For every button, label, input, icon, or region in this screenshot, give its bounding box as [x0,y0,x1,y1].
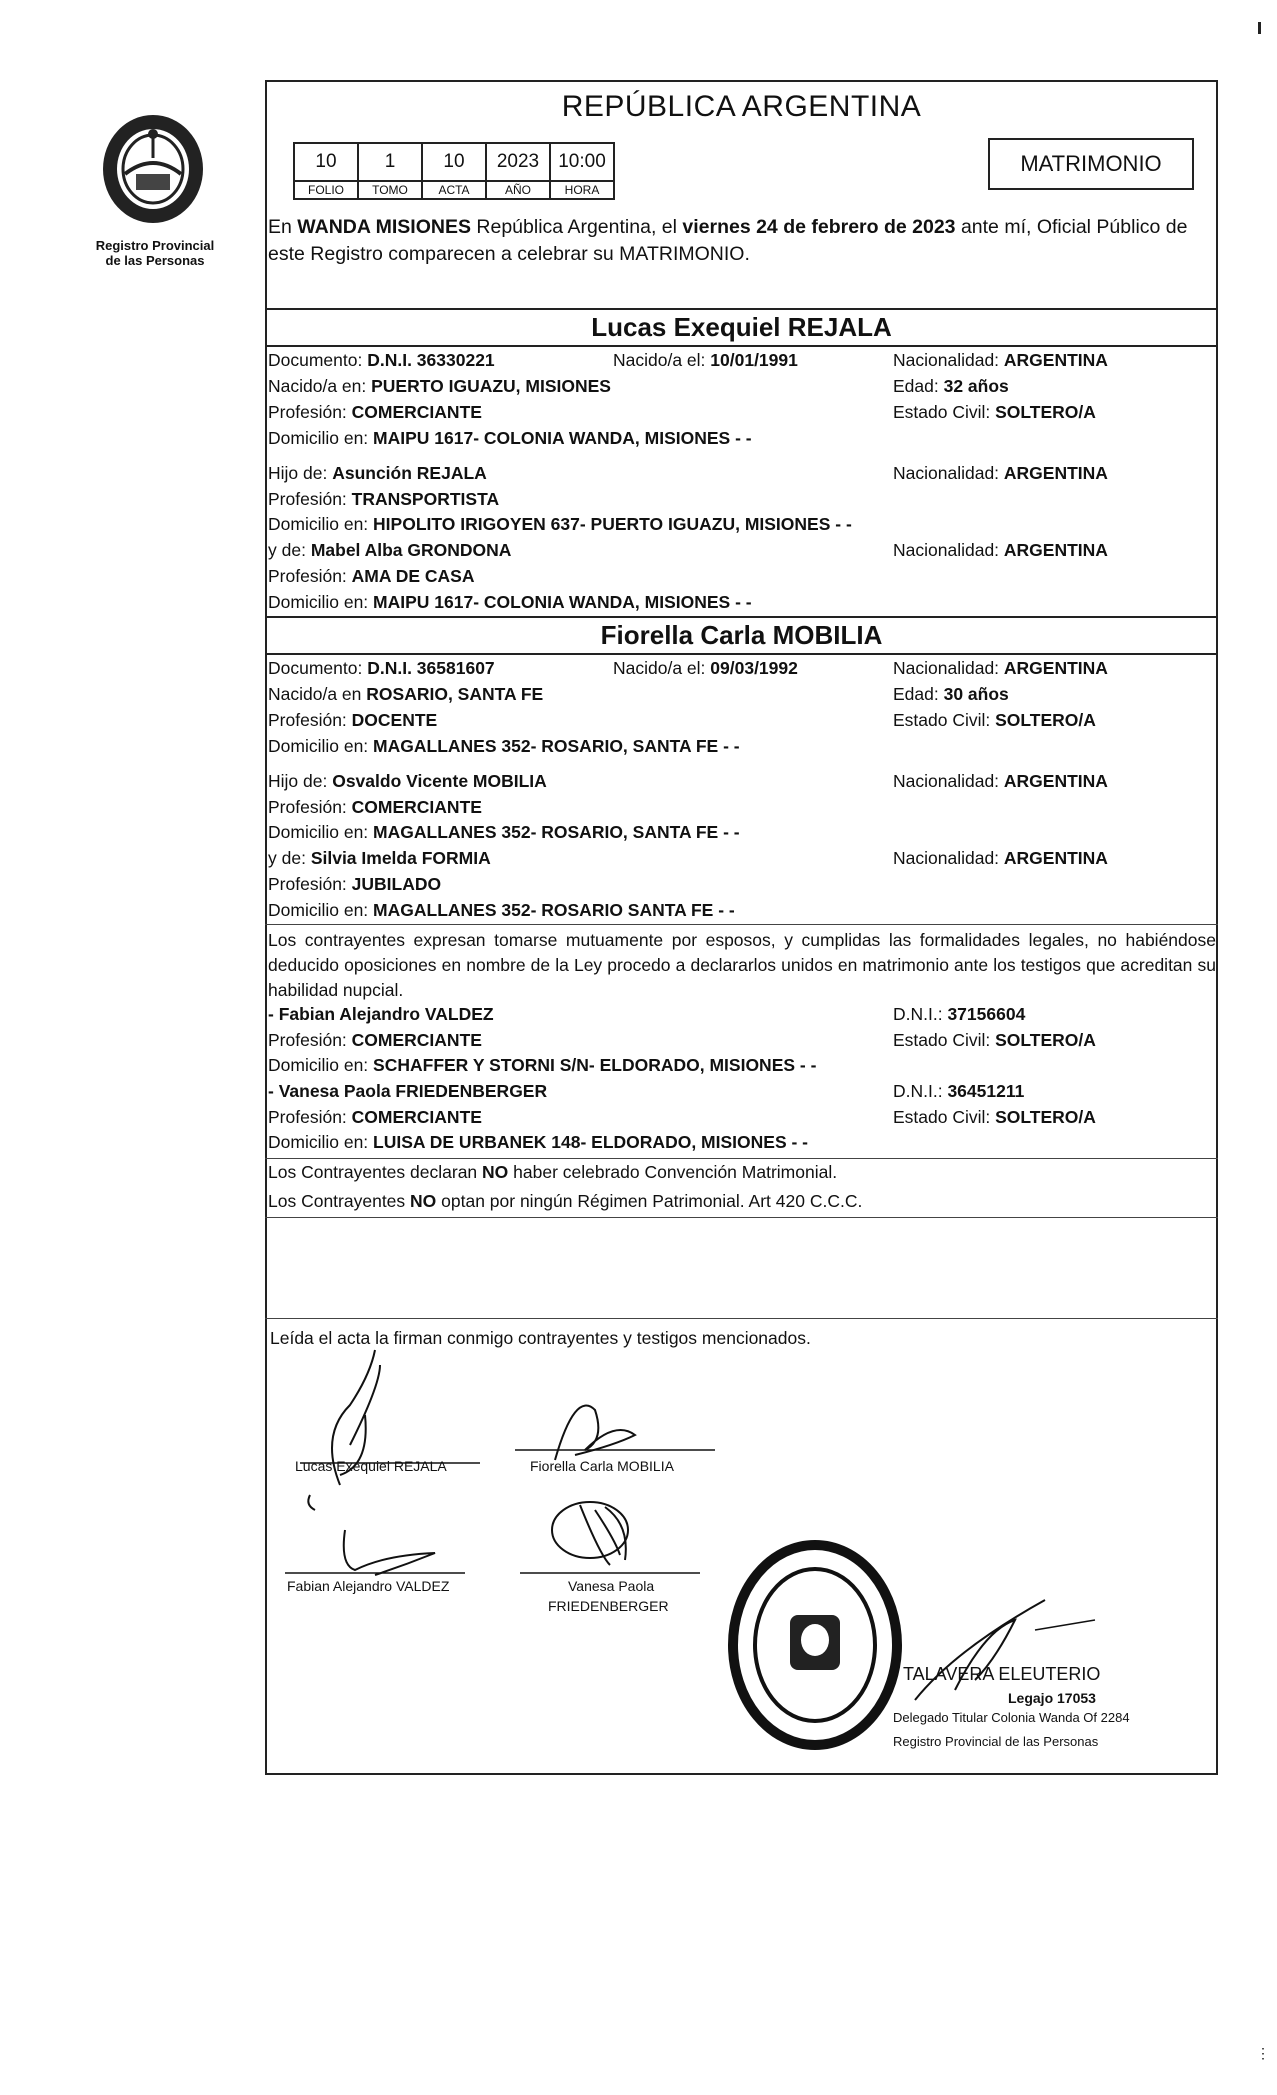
spouse2-father: Hijo de: Osvaldo Vicente MOBILIA [268,771,547,791]
spouse2-birthdate: Nacido/a el: 09/03/1992 [613,658,798,678]
spouse2-address: Domicilio en: MAGALLANES 352- ROSARIO, SANTA FE - - [268,736,740,756]
tomo-label: TOMO [358,181,422,199]
spouse1-civil-status: Estado Civil: SOLTERO/A [893,402,1096,422]
official-round-seal [728,1540,903,1750]
spouse1-father-profession: Profesión: TRANSPORTISTA [268,489,500,509]
spouse2-name: Fiorella Carla MOBILIA [600,620,883,650]
declaration-paragraph: Los contrayentes expresan tomarse mutuamente por esposos, y cumplidas las formalidades legales, no habiéndose deducido oposiciones en nombre de la Ley procedo a declararlos unidos en matrimonio ante los testigos que acreditan su habilidad nupcial. [268,930,1216,1000]
anio-value: 2023 [486,143,550,181]
provincial-coat-of-arms-seal [98,112,208,227]
acta-value: 10 [422,143,486,181]
spouse2-nationality: Nacionalidad: ARGENTINA [893,658,1108,678]
spouse1-address: Domicilio en: MAIPU 1617- COLONIA WANDA, MISIONES - - [268,428,752,448]
spouse1-age: Edad: 32 años [893,376,1009,396]
spouse2-birthplace: Nacido/a en ROSARIO, SANTA FE [268,684,544,704]
witness2-address: Domicilio en: LUISA DE URBANEK 148- ELDORADO, MISIONES - - [268,1132,808,1152]
spouse2-father-profession: Profesión: COMERCIANTE [268,797,482,817]
signature-label-witness1: Fabian Alejandro VALDEZ [287,1578,450,1594]
seal-caption [80,238,230,268]
spouse1-profession: Profesión: COMERCIANTE [268,402,482,422]
spouse1-document: Documento: D.N.I. 36330221 [268,350,495,370]
hora-label: HORA [550,181,614,199]
margin-dots: ⋮ [1256,2045,1270,2061]
witness2-profession: Profesión: COMERCIANTE [268,1107,482,1127]
registry-table [293,142,615,200]
intro-date: viernes 24 de febrero de 2023 [682,216,956,238]
witness1-dni: D.N.I.: 37156604 [893,1004,1026,1024]
spouse1-father-address: Domicilio en: HIPOLITO IRIGOYEN 637- PUERTO IGUAZU, MISIONES - - [268,514,852,534]
folio-value: 10 [294,143,358,181]
divider [265,1318,1218,1319]
signature-label-witness2-line1: Vanesa Paola [568,1578,655,1594]
divider [265,1217,1218,1218]
spouse2-mother: y de: Silvia Imelda FORMIA [268,848,491,868]
folio-label: FOLIO [294,181,358,199]
signature-label-spouse1: Lucas Exequiel REJALA [295,1458,447,1474]
official-legajo: Legajo 17053 [1008,1690,1096,1706]
seal-caption-line1: Registro Provincial [95,238,215,253]
spouse1-mother-nationality: Nacionalidad: ARGENTINA [893,540,1108,560]
official-role: Delegado Titular Colonia Wanda Of 2284 [893,1710,1130,1725]
spouse2-mother-address: Domicilio en: MAGALLANES 352- ROSARIO SANTA FE - - [268,900,735,920]
intro-place: WANDA MISIONES [297,216,471,238]
witness2-civil-status: Estado Civil: SOLTERO/A [893,1107,1096,1127]
official-name: TALAVERA ELEUTERIO [903,1664,1101,1684]
seal-caption-line2: de las Personas [105,253,205,268]
spouse1-father-nationality: Nacionalidad: ARGENTINA [893,463,1108,483]
spouse1-birthplace: Nacido/a en: PUERTO IGUAZU, MISIONES [268,376,611,396]
hora-value: 10:00 [550,143,614,181]
spouse1-nationality: Nacionalidad: ARGENTINA [893,350,1108,370]
note-convention: Los Contrayentes declaran NO haber celebrado Convención Matrimonial. [268,1162,838,1182]
spouse2-age: Edad: 30 años [893,684,1009,704]
witness2-dni: D.N.I.: 36451211 [893,1081,1025,1101]
spouse2-mother-profession: Profesión: JUBILADO [268,874,442,894]
signature-label-witness2-line2: FRIEDENBERGER [548,1598,669,1614]
spouse2-civil-status: Estado Civil: SOLTERO/A [893,710,1096,730]
signature-label-spouse2: Fiorella Carla MOBILIA [530,1458,674,1474]
divider [265,924,1218,925]
divider [265,345,1218,347]
witness1-civil-status: Estado Civil: SOLTERO/A [893,1030,1096,1050]
acta-label: ACTA [422,181,486,199]
official-office: Registro Provincial de las Personas [893,1734,1099,1749]
spouse1-mother-profession: Profesión: AMA DE CASA [268,566,475,586]
spouse2-father-nationality: Nacionalidad: ARGENTINA [893,771,1108,791]
spouse1-birthdate: Nacido/a el: 10/01/1991 [613,350,798,370]
divider [265,653,1218,655]
witness2-name: - Vanesa Paola FRIEDENBERGER [268,1081,548,1101]
divider [265,308,1218,310]
intro-paragraph: En WANDA MISIONES República Argentina, el viernes 24 de febrero de 2023 ante mí, Oficial Público de este Registro comparecen a celebrar su MATRIMONIO. [268,216,1188,265]
spouse1-mother: y de: Mabel Alba GRONDONA [268,540,512,560]
spouse2-father-address: Domicilio en: MAGALLANES 352- ROSARIO, SANTA FE - - [268,822,740,842]
spouse1-mother-address: Domicilio en: MAIPU 1617- COLONIA WANDA, MISIONES - - [268,592,752,612]
spouse2-profession: Profesión: DOCENTE [268,710,438,730]
spouse2-mother-nationality: Nacionalidad: ARGENTINA [893,848,1108,868]
tomo-value: 1 [358,143,422,181]
witness1-name: - Fabian Alejandro VALDEZ [268,1004,494,1024]
witness1-profession: Profesión: COMERCIANTE [268,1030,482,1050]
anio-label: AÑO [486,181,550,199]
spouse1-name: Lucas Exequiel REJALA [591,312,892,342]
divider [265,1158,1218,1159]
divider [265,616,1218,618]
document-title: REPÚBLICA ARGENTINA [561,90,922,123]
closing-statement: Leída el acta la firman conmigo contrayentes y testigos mencionados. [270,1328,811,1348]
act-type-box: MATRIMONIO [988,138,1194,190]
margin-mark [1258,22,1261,34]
witness1-address: Domicilio en: SCHAFFER Y STORNI S/N- ELDORADO, MISIONES - - [268,1055,817,1075]
spouse1-father: Hijo de: Asunción REJALA [268,463,487,483]
note-regime: Los Contrayentes NO optan por ningún Régimen Patrimonial. Art 420 C.C.C. [268,1191,863,1211]
spouse2-document: Documento: D.N.I. 36581607 [268,658,495,678]
